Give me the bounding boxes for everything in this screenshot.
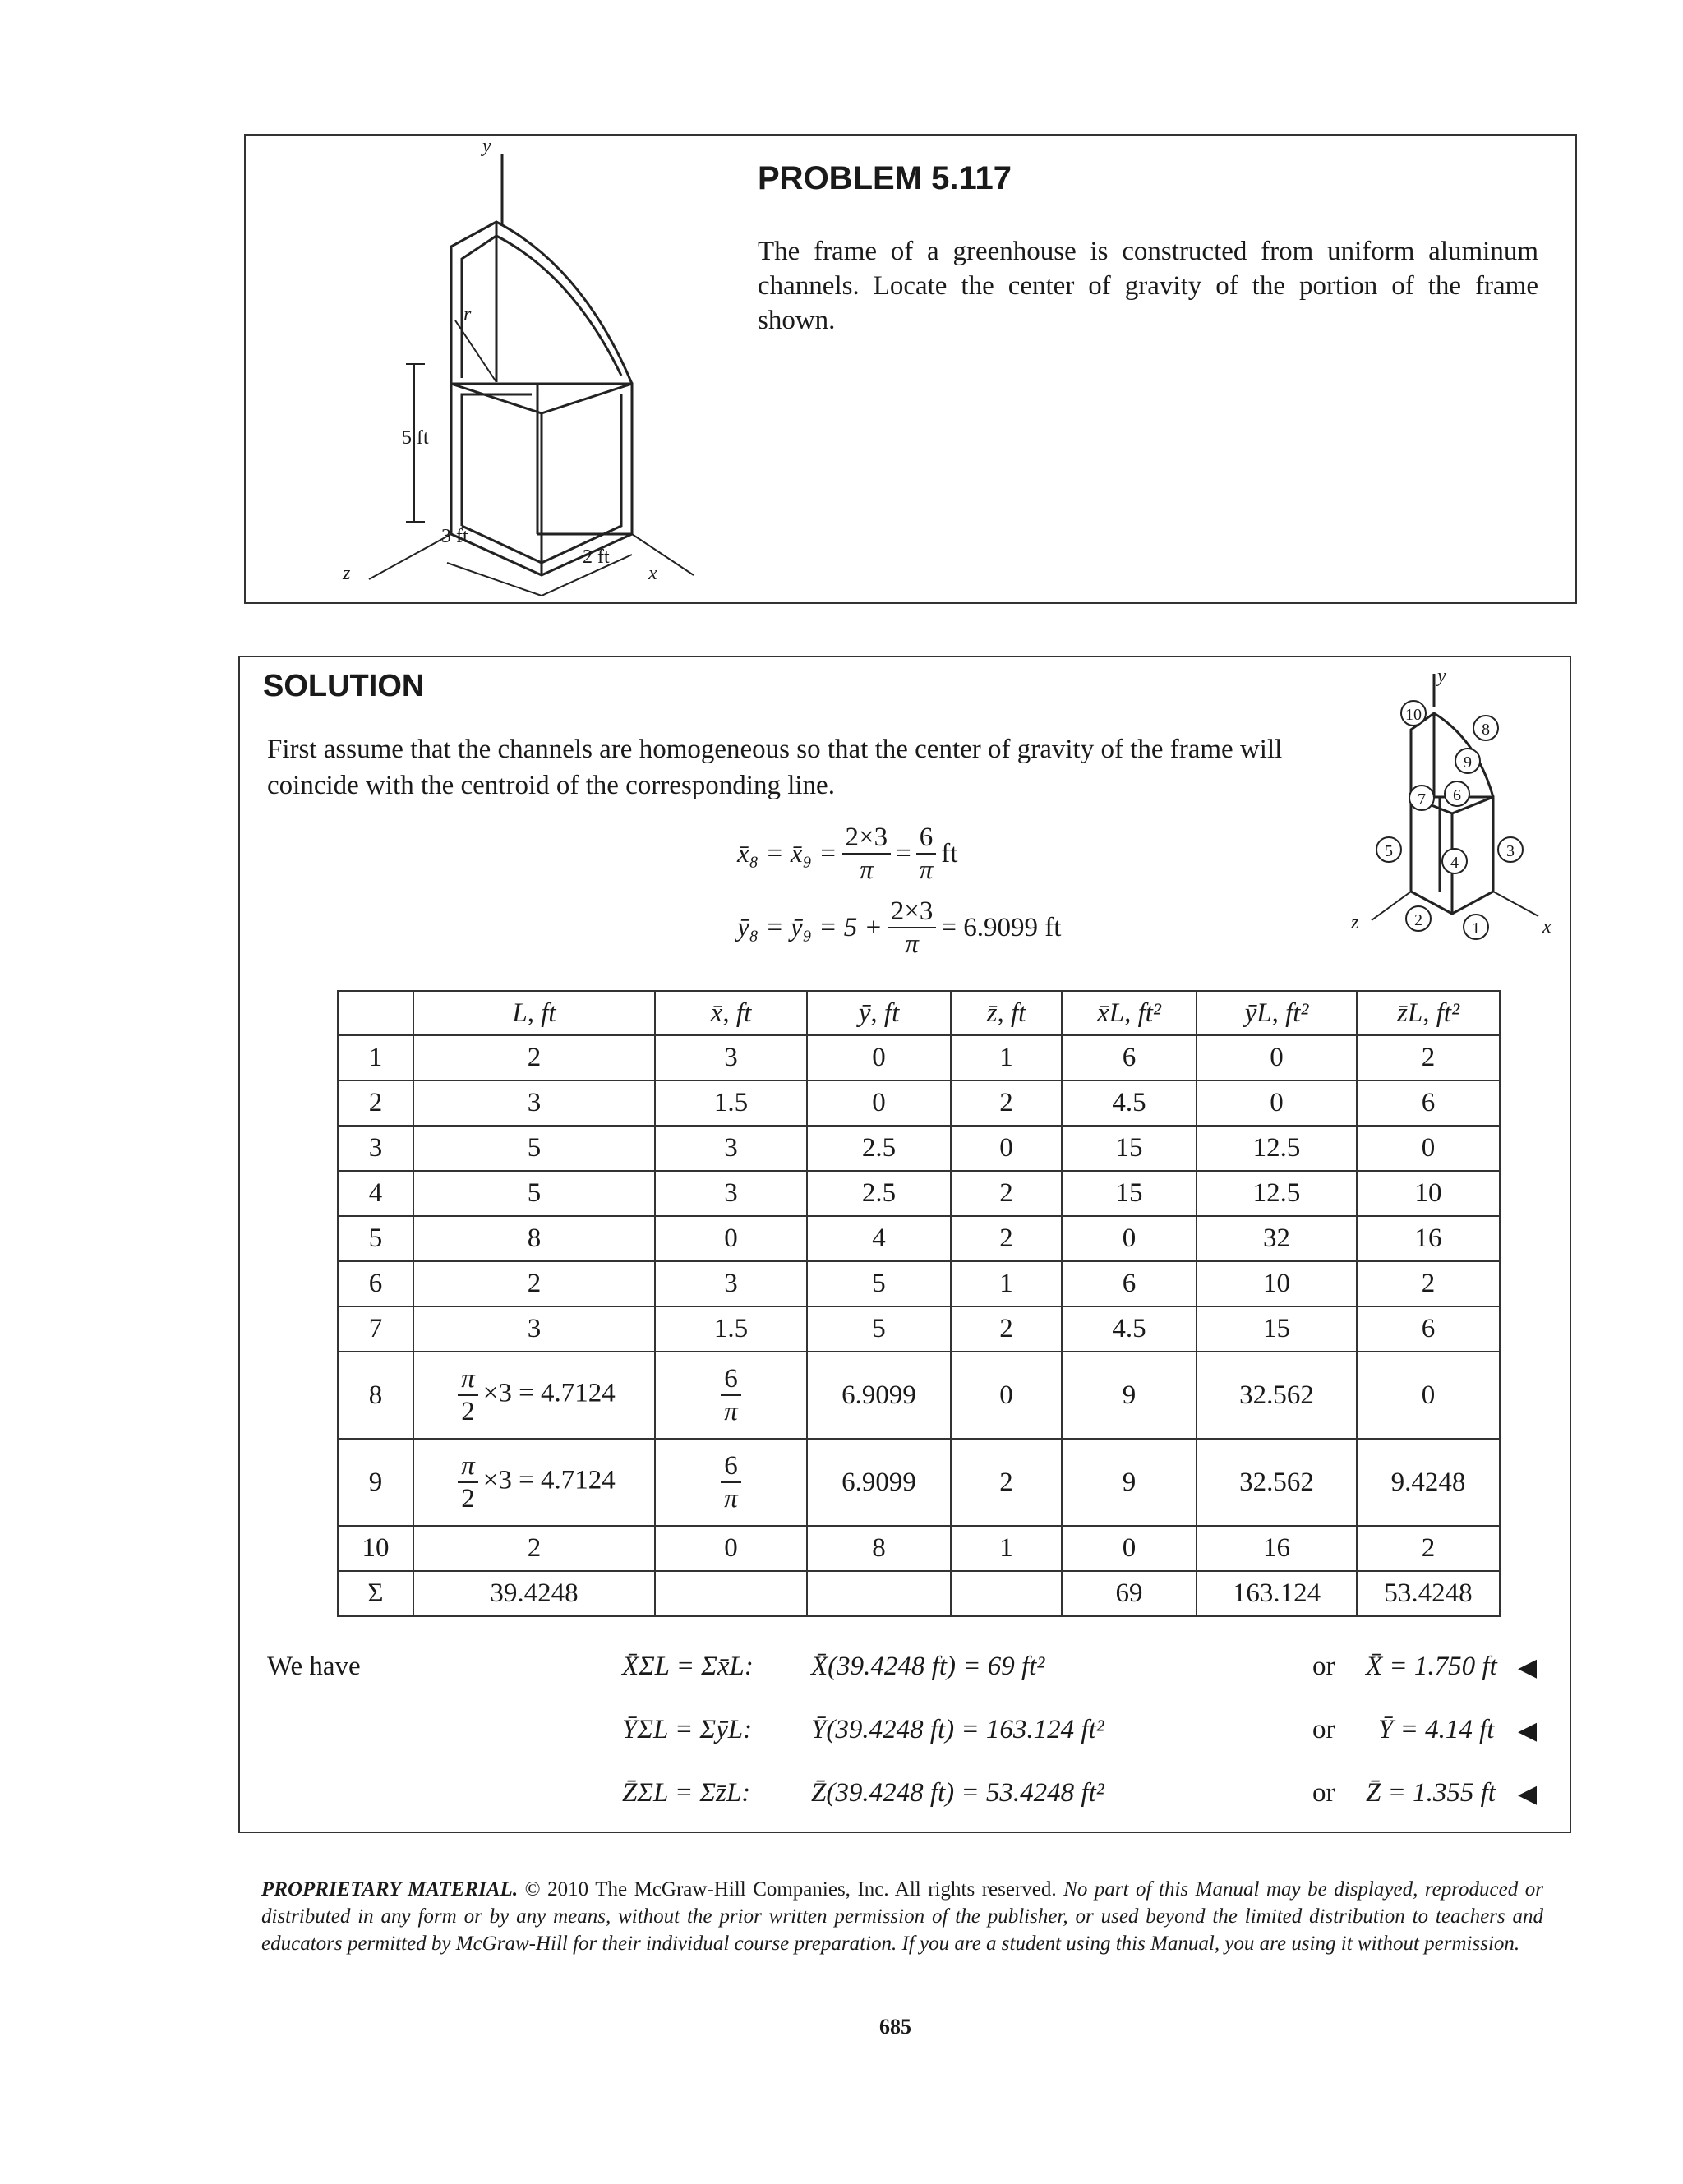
footer-copyright: © 2010 The McGraw-Hill Companies, Inc. All rights reserved. — [524, 1878, 1057, 1901]
result-y-or: or — [1312, 1715, 1335, 1744]
eq1-num2: 6 — [916, 822, 937, 855]
member-2-marker: 2 — [1405, 905, 1432, 932]
table-cell: 0 — [1062, 1526, 1197, 1571]
table-cell: 3 — [655, 1171, 807, 1216]
table-cell: 6 — [1357, 1080, 1500, 1126]
table-cell: 0 — [807, 1035, 951, 1080]
eq2-den: π — [905, 929, 919, 959]
answer-marker-icon: ◀ — [1518, 1653, 1538, 1682]
header-cell: z̄L, ft² — [1357, 991, 1500, 1035]
table-cell: 2 — [1357, 1035, 1500, 1080]
figure-y-label: y — [482, 136, 491, 157]
table-cell: 2 — [413, 1261, 655, 1306]
table-cell: 2 — [951, 1439, 1062, 1526]
eq2-lhs: ȳ₈ = ȳ₉ = 5 + — [737, 912, 883, 942]
table-cell — [655, 1571, 807, 1616]
eq1-num1: 2×3 — [842, 822, 892, 855]
table-cell: 9 — [338, 1439, 413, 1526]
result-y-relation: ȲΣL = ΣȳL: — [622, 1715, 753, 1744]
table-cell: 9.4248 — [1357, 1439, 1500, 1526]
r8-x-num: 6 — [721, 1363, 741, 1396]
table-cell: 2.5 — [807, 1171, 951, 1216]
member-10-marker: 10 — [1400, 700, 1427, 726]
r8-L-num: π — [458, 1363, 478, 1396]
table-cell: 5 — [807, 1261, 951, 1306]
table-cell: 6 — [1062, 1261, 1197, 1306]
table-cell: 4 — [338, 1171, 413, 1216]
figure-r-label: r — [463, 304, 472, 325]
table-cell: 32 — [1197, 1216, 1357, 1261]
table-cell: 3 — [338, 1126, 413, 1171]
table-cell: 5 — [413, 1171, 655, 1216]
result-x-relation: X̄ΣL = Σx̄L: — [622, 1652, 754, 1681]
fig2-y-label: y — [1437, 666, 1446, 687]
table-cell: 2 — [951, 1306, 1062, 1352]
table-cell: 4.5 — [1062, 1080, 1197, 1126]
table-cell: 1.5 — [655, 1306, 807, 1352]
table-cell: 3 — [413, 1306, 655, 1352]
table-cell: 15 — [1197, 1306, 1357, 1352]
result-x-equation: X̄(39.4248 ft) = 69 ft² — [811, 1652, 1045, 1681]
table-cell: 0 — [1197, 1080, 1357, 1126]
eq2-num: 2×3 — [888, 896, 937, 928]
member-6-marker: 6 — [1444, 781, 1470, 807]
table-cell: 10 — [338, 1526, 413, 1571]
equation-y8-y9 — [737, 896, 1061, 960]
header-cell: ȳL, ft² — [1197, 991, 1357, 1035]
table-cell: 0 — [951, 1352, 1062, 1439]
answer-marker-icon: ◀ — [1518, 1716, 1538, 1745]
member-4-marker: 4 — [1441, 848, 1468, 874]
table-cell: 0 — [1357, 1126, 1500, 1171]
table-cell: 6 — [338, 1261, 413, 1306]
r9-x-num: 6 — [721, 1450, 741, 1483]
table-cell: 7 — [338, 1306, 413, 1352]
table-cell: 1 — [951, 1526, 1062, 1571]
footer-notice: No part of this Manual may be displayed, reproduced or distributed in any form or by any means, without the prior written permission of the publisher, or used beyond the limited distribution to teachers and educators permitted by McGraw-Hill for their individual course preparation. If you are a student using this Manual, you are using it without permission. — [261, 1878, 1543, 1955]
solution-title: SOLUTION — [263, 669, 425, 703]
greenhouse-frame-figure — [246, 136, 706, 596]
copyright-footer — [261, 1876, 1543, 1957]
table-cell: 15 — [1062, 1171, 1197, 1216]
table-header-row — [338, 991, 1500, 1035]
table-cell: 0 — [1062, 1216, 1197, 1261]
result-x-or: or — [1312, 1652, 1335, 1681]
table-cell: 9 — [1062, 1352, 1197, 1439]
result-z-equation: Z̄(39.4248 ft) = 53.4248 ft² — [811, 1778, 1104, 1808]
member-8-marker: 8 — [1473, 715, 1499, 741]
member-1-marker: 1 — [1463, 914, 1489, 940]
r8-L-rest: ×3 = 4.7124 — [482, 1378, 616, 1408]
member-numbering-figure — [1362, 674, 1559, 945]
figure-depth-label: 3 ft — [441, 526, 468, 547]
problem-box — [244, 134, 1577, 604]
table-cell: 53.4248 — [1357, 1571, 1500, 1616]
table-cell: 4 — [807, 1216, 951, 1261]
table-row — [338, 1035, 1500, 1080]
table-cell — [413, 1439, 655, 1526]
eq1-lhs: x̄₈ = x̄₉ = — [737, 838, 837, 869]
r9-L-num: π — [458, 1450, 478, 1483]
table-cell: 2 — [1357, 1526, 1500, 1571]
r9-L-rest: ×3 = 4.7124 — [482, 1465, 616, 1495]
table-cell — [807, 1571, 951, 1616]
table-cell: 163.124 — [1197, 1571, 1357, 1616]
table-cell: 9 — [1062, 1439, 1197, 1526]
eq2-rhs: = 6.9099 ft — [941, 912, 1062, 942]
table-cell: 2.5 — [807, 1126, 951, 1171]
table-row — [338, 1439, 1500, 1526]
member-7-marker: 7 — [1409, 785, 1435, 811]
table-cell: 32.562 — [1197, 1439, 1357, 1526]
solution-box — [238, 656, 1571, 1833]
table-cell: 8 — [807, 1526, 951, 1571]
table-cell: 4.5 — [1062, 1306, 1197, 1352]
table-cell: 15 — [1062, 1126, 1197, 1171]
answer-marker-icon: ◀ — [1518, 1780, 1538, 1808]
table-cell: 0 — [951, 1126, 1062, 1171]
table-cell: 0 — [655, 1216, 807, 1261]
table-sum-row — [338, 1571, 1500, 1616]
eq1-den1: π — [860, 855, 874, 885]
table-cell: 3 — [655, 1126, 807, 1171]
table-cell: 16 — [1357, 1216, 1500, 1261]
table-row — [338, 1526, 1500, 1571]
table-row — [338, 1306, 1500, 1352]
table-cell: 0 — [1357, 1352, 1500, 1439]
result-z-relation: Z̄ΣL = Σz̄L: — [622, 1778, 751, 1808]
fig2-z-label: z — [1351, 912, 1359, 933]
table-cell: 0 — [1197, 1035, 1357, 1080]
table-cell: 16 — [1197, 1526, 1357, 1571]
table-cell: 5 — [413, 1126, 655, 1171]
table-cell: 10 — [1197, 1261, 1357, 1306]
table-cell: 6 — [1062, 1035, 1197, 1080]
page-number: 685 — [879, 2015, 911, 2039]
table-cell: 2 — [951, 1080, 1062, 1126]
centroid-table — [337, 990, 1501, 1617]
table-cell: Σ — [338, 1571, 413, 1616]
table-cell: 1 — [951, 1261, 1062, 1306]
eq1-unit: ft — [941, 838, 958, 869]
figure-height-label: 5 ft — [402, 427, 429, 449]
header-cell: ȳ, ft — [807, 991, 951, 1035]
fig2-x-label: x — [1542, 916, 1552, 938]
result-z-answer: Z̄ = 1.355 ft — [1366, 1778, 1496, 1808]
table-cell: 6.9099 — [807, 1352, 951, 1439]
table-cell — [655, 1439, 807, 1526]
result-x-answer: X̄ = 1.750 ft — [1366, 1652, 1497, 1681]
equation-x8-x9 — [737, 822, 957, 886]
solution-intro: First assume that the channels are homogeneous so that the center of gravity of the frame will coincide with the centroid of the corresponding line. — [267, 735, 1283, 800]
member-9-marker: 9 — [1455, 748, 1481, 774]
table-cell: 1 — [338, 1035, 413, 1080]
table-cell: 5 — [807, 1306, 951, 1352]
footer-label: PROPRIETARY MATERIAL. — [261, 1878, 519, 1901]
figure-z-label: z — [343, 563, 351, 584]
problem-title: PROBLEM 5.117 — [758, 160, 1012, 196]
header-cell: x̄L, ft² — [1062, 991, 1197, 1035]
table-cell: 69 — [1062, 1571, 1197, 1616]
table-cell: 6.9099 — [807, 1439, 951, 1526]
table-row — [338, 1261, 1500, 1306]
eq1-den2: π — [919, 855, 934, 885]
result-y-equation: Ȳ(39.4248 ft) = 163.124 ft² — [811, 1715, 1104, 1744]
table-cell: 6 — [1357, 1306, 1500, 1352]
header-cell: z̄, ft — [951, 991, 1062, 1035]
table-cell: 0 — [807, 1080, 951, 1126]
eq1-mid: = — [896, 838, 911, 869]
table-cell: 39.4248 — [413, 1571, 655, 1616]
table-cell: 10 — [1357, 1171, 1500, 1216]
table-cell — [413, 1352, 655, 1439]
table-cell: 2 — [951, 1216, 1062, 1261]
we-have-label: We have — [267, 1652, 361, 1681]
r9-L-den: 2 — [461, 1484, 475, 1514]
table-cell: 1.5 — [655, 1080, 807, 1126]
table-cell: 2 — [1357, 1261, 1500, 1306]
table-cell: 8 — [338, 1352, 413, 1439]
problem-text: The frame of a greenhouse is constructed from uniform aluminum channels. Locate the center of gravity of the portion of the frame shown. — [758, 237, 1538, 335]
table-cell: 3 — [655, 1035, 807, 1080]
table-row — [338, 1352, 1500, 1439]
table-cell: 2 — [413, 1035, 655, 1080]
table-cell: 2 — [951, 1171, 1062, 1216]
table-cell: 1 — [951, 1035, 1062, 1080]
table-row — [338, 1080, 1500, 1126]
figure-width-label: 2 ft — [583, 546, 610, 568]
table-cell: 0 — [655, 1526, 807, 1571]
figure-x-label: x — [648, 563, 657, 584]
result-y-answer: Ȳ = 4.14 ft — [1378, 1715, 1495, 1744]
r9-x-den: π — [724, 1484, 738, 1514]
header-cell: x̄, ft — [655, 991, 807, 1035]
header-cell: L, ft — [413, 991, 655, 1035]
header-cell — [338, 991, 413, 1035]
table-cell: 12.5 — [1197, 1126, 1357, 1171]
r8-x-den: π — [724, 1397, 738, 1426]
member-5-marker: 5 — [1376, 836, 1402, 863]
r8-L-den: 2 — [461, 1397, 475, 1426]
result-z-or: or — [1312, 1778, 1335, 1808]
table-cell: 5 — [338, 1216, 413, 1261]
table-row — [338, 1126, 1500, 1171]
table-cell — [951, 1571, 1062, 1616]
table-cell: 12.5 — [1197, 1171, 1357, 1216]
table-cell: 32.562 — [1197, 1352, 1357, 1439]
table-row — [338, 1216, 1500, 1261]
table-cell: 2 — [413, 1526, 655, 1571]
table-cell — [655, 1352, 807, 1439]
member-3-marker: 3 — [1497, 836, 1524, 863]
table-cell: 3 — [655, 1261, 807, 1306]
table-cell: 3 — [413, 1080, 655, 1126]
table-cell: 2 — [338, 1080, 413, 1126]
table-cell: 8 — [413, 1216, 655, 1261]
table-row — [338, 1171, 1500, 1216]
